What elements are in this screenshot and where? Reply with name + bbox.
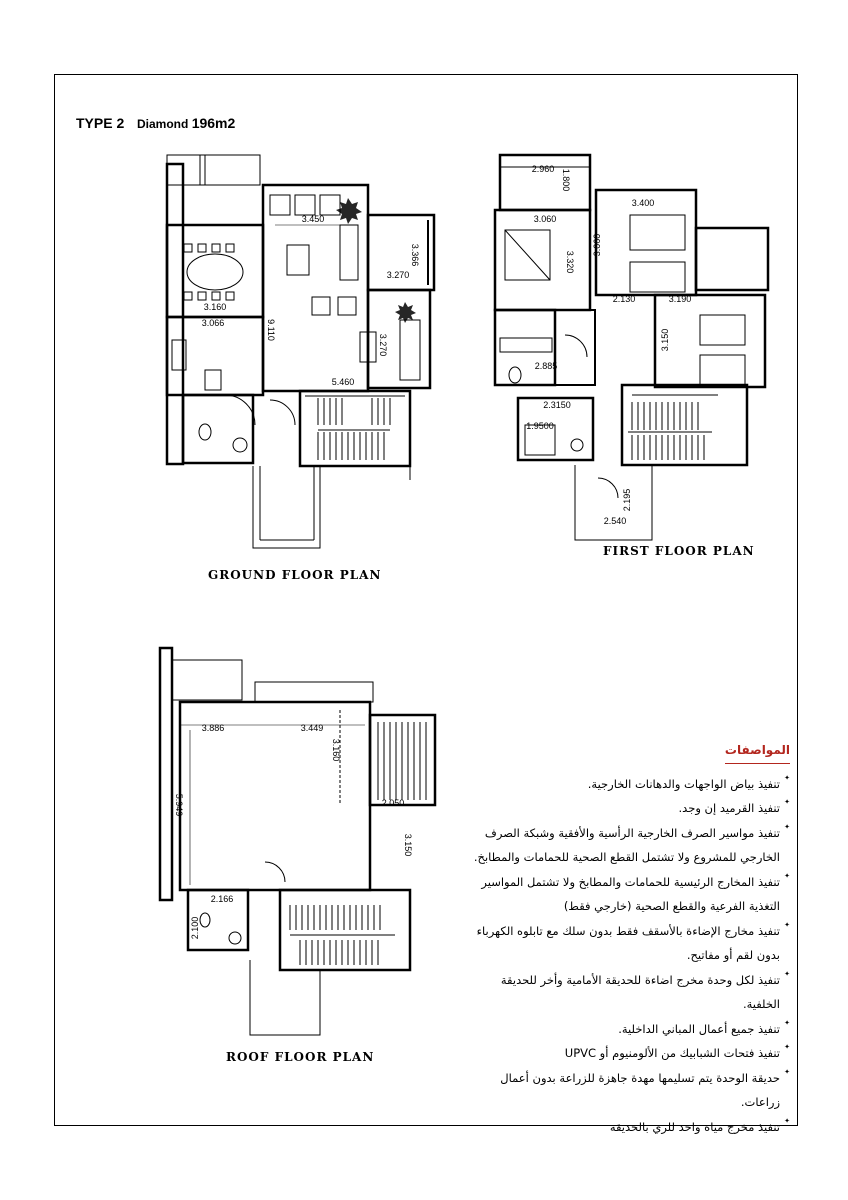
dim-label: 3.450	[301, 214, 325, 224]
dim-label: 3.066	[201, 318, 225, 328]
specifications-heading: المواصفات	[725, 738, 790, 764]
dim-label: 5.460	[331, 377, 355, 387]
spec-item: ✦ تنفيذ القرميد إن وجد.	[470, 796, 790, 821]
ground-floor-plan	[167, 155, 434, 548]
dim-label: 3.160	[331, 738, 341, 762]
dim-label: 3.060	[533, 214, 557, 224]
dim-label: 2.195	[622, 488, 632, 512]
dim-label: 3.320	[565, 250, 575, 274]
dim-label: 3.150	[660, 328, 670, 352]
dim-label: 3.190	[668, 294, 692, 304]
dim-label: 3.886	[201, 723, 225, 733]
ground-floor-title: GROUND FLOOR PLAN	[208, 568, 382, 582]
dim-label: 3.060	[592, 233, 602, 257]
spec-item: ✦ تنفيذ مخرج مياه واحد للري بالحديقة	[470, 1115, 790, 1140]
spec-item: ✦ تنفيذ فتحات الشبابيك من الألومنيوم أو UPVC	[470, 1041, 790, 1066]
spec-item: ✦ تنفيذ مواسير الصرف الخارجية الرأسية والأفقية وشبكة الصرف الخارجي للمشروع ولا تشتمل القطع الصحية للحمامات والمطابخ.	[470, 821, 790, 870]
spec-item: ✦ تنفيذ مخارج الإضاءة بالأسقف فقط بدون سلك مع تابلوه الكهرباء بدون لقم أو مفاتيح.	[470, 919, 790, 968]
dim-label: 1.9500	[526, 421, 554, 431]
dim-label: 2.960	[531, 164, 555, 174]
first-floor-plan	[495, 155, 768, 540]
dim-label: 1.800	[561, 168, 571, 192]
dim-label: 2.050	[381, 798, 405, 808]
dim-label: 2.166	[210, 894, 234, 904]
roof-floor-plan	[160, 648, 435, 1035]
first-floor-title: FIRST FLOOR PLAN	[603, 544, 755, 558]
spec-item: ✦ تنفيذ جميع أعمال المباني الداخلية.	[470, 1017, 790, 1042]
specifications-list	[470, 738, 790, 1139]
roof-floor-title: ROOF FLOOR PLAN	[226, 1050, 375, 1064]
dim-label: 3.270	[386, 270, 410, 280]
dim-label: 3.270	[378, 333, 388, 357]
type-label: TYPE 2	[76, 115, 125, 131]
dim-label: 2.3150	[543, 400, 571, 410]
spec-item: ✦ تنفيذ بياض الواجهات والدهانات الخارجية.	[470, 772, 790, 797]
dim-label: 3.400	[631, 198, 655, 208]
dim-label: 2.130	[612, 294, 636, 304]
model-name: Diamond	[137, 117, 189, 131]
dim-label: 2.100	[190, 916, 200, 940]
spec-item: ✦ حديقة الوحدة يتم تسليمها مهدة جاهزة للزراعة بدون أعمال زراعات.	[470, 1066, 790, 1115]
dim-label: 3.160	[203, 302, 227, 312]
spec-item: ✦ تنفيذ المخارج الرئيسية للحمامات والمطابخ ولا تشتمل المواسير التغذية الفرعية والقطع الصحية (خارجي فقط)	[470, 870, 790, 919]
spec-item: ✦ تنفيذ لكل وحدة مخرج اضاءة للحديقة الأمامية وأخر للحديقة الخلفية.	[470, 968, 790, 1017]
unit-area: 196m2	[191, 115, 236, 131]
dim-label: 9.110	[266, 319, 276, 341]
dim-label: 2.540	[603, 516, 627, 526]
dim-label: 5.949	[174, 793, 184, 817]
dim-label: 3.150	[403, 833, 413, 857]
dim-label: 3.449	[300, 723, 324, 733]
dim-label: 3.366	[410, 243, 420, 267]
dim-label: 2.885	[534, 361, 558, 371]
